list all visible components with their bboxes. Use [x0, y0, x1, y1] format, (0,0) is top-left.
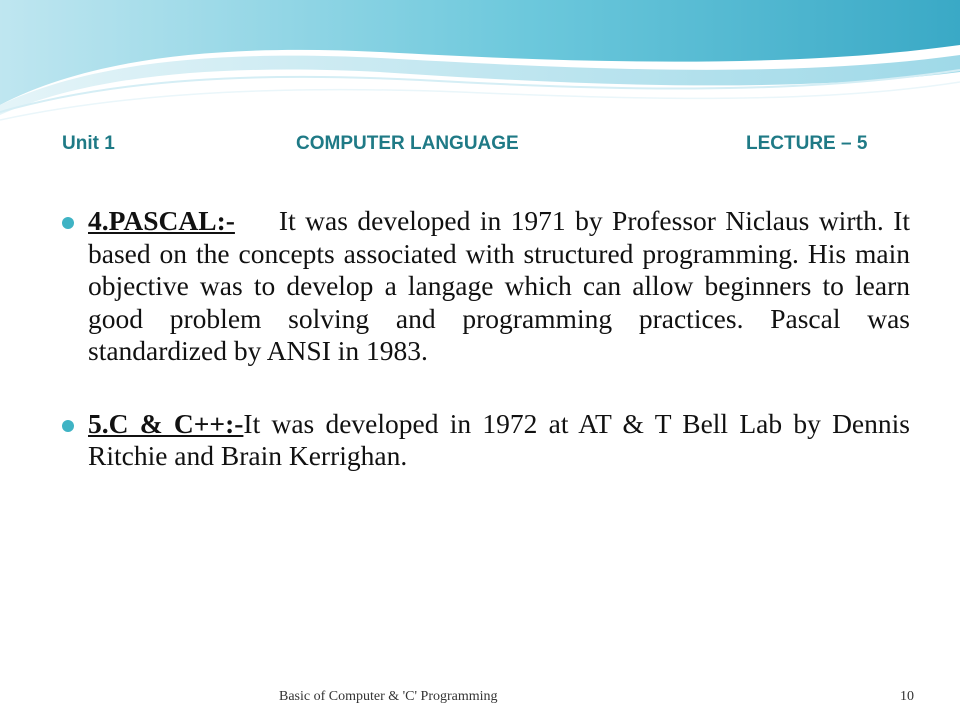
bullet-item-c-cpp — [62, 408, 910, 473]
bullet-heading: 4.PASCAL:- — [88, 205, 235, 236]
page-number: 10 — [900, 689, 914, 704]
footer-title: Basic of Computer & 'C' Programming — [279, 689, 498, 704]
bullet-dot-icon — [62, 420, 74, 432]
unit-label: Unit 1 — [62, 133, 115, 154]
bullet-text: It was developed in 1972 at AT & T Bell Lab by Dennis Ritchie and Brain Kerrighan. — [88, 407, 910, 471]
topic-label: COMPUTER LANGUAGE — [296, 133, 519, 154]
bullet-text: It was developed in 1971 by Professor Niclaus wirth. It based on the concepts associated with structured programming. His main objective was to develop a langage which can allow beginners to learn good problem solving and programming practices. Pascal was standardized by ANSI in 1983. — [88, 205, 910, 366]
slide-title — [0, 133, 960, 163]
decorative-wave-banner — [0, 0, 960, 130]
bullet-heading: 5.C & C++:- — [88, 407, 244, 439]
bullet-item-pascal — [62, 205, 910, 368]
bullet-dot-icon — [62, 217, 74, 229]
slide-content — [62, 205, 910, 473]
lecture-label: LECTURE – 5 — [746, 133, 868, 154]
